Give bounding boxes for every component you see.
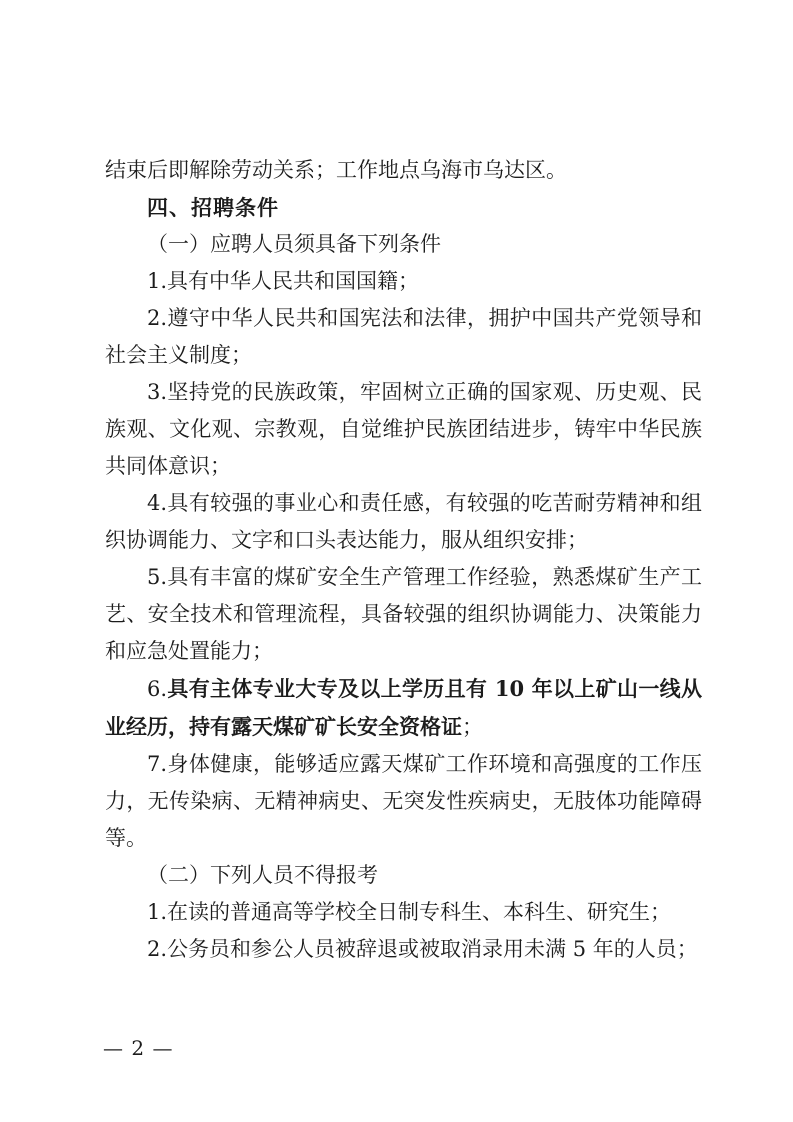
section-heading-recruitment-conditions: 四、招聘条件 — [147, 195, 279, 220]
condition-item-6-number: 6. — [147, 677, 168, 701]
excluded-item-1: 1.在读的普通高等学校全日制专科生、本科生、研究生； — [147, 900, 672, 924]
condition-item-4: 4.具有较强的事业心和责任感，有较强的吃苦耐劳精神和组织协调能力、文字和口头表达能力，服从组织安排； — [105, 491, 702, 552]
page-number: — 2 — — [103, 1036, 174, 1060]
condition-item-6 — [105, 670, 702, 746]
document-body — [105, 152, 702, 968]
condition-item-2: 2.遵守中华人民共和国宪法和法律，拥护中国共产党领导和社会主义制度； — [105, 306, 702, 367]
condition-item-5: 5.具有丰富的煤矿安全生产管理工作经验，熟悉煤矿生产工艺、安全技术和管理流程，具备较强的组织协调能力、决策能力和应急处置能力； — [105, 565, 702, 663]
paragraph-continuation: 结束后即解除劳动关系；工作地点乌海市乌达区。 — [105, 158, 567, 182]
condition-item-1: 1.具有中华人民共和国国籍； — [147, 269, 420, 293]
condition-item-6-bold-text: 具有主体专业大专及以上学历且有 10 年以上矿山一线从业经历，持有露天煤矿矿长安全资格证 — [105, 676, 702, 739]
condition-item-7: 7.身体健康，能够适应露天煤矿工作环境和高强度的工作压力，无传染病、无精神病史、无突发性疾病史，无肢体功能障碍等。 — [105, 752, 702, 850]
subsection-1-heading: （一）应聘人员须具备下列条件 — [147, 232, 441, 256]
condition-item-3: 3.坚持党的民族政策，牢固树立正确的国家观、历史观、民族观、文化观、宗教观，自觉维护民族团结进步，铸牢中华民族共同体意识； — [105, 380, 702, 478]
excluded-item-2: 2.公务员和参公人员被辞退或被取消录用未满 5 年的人员； — [147, 937, 698, 961]
subsection-2-heading: （二）下列人员不得报考 — [147, 863, 378, 887]
condition-item-6-punctuation: ； — [462, 715, 483, 739]
